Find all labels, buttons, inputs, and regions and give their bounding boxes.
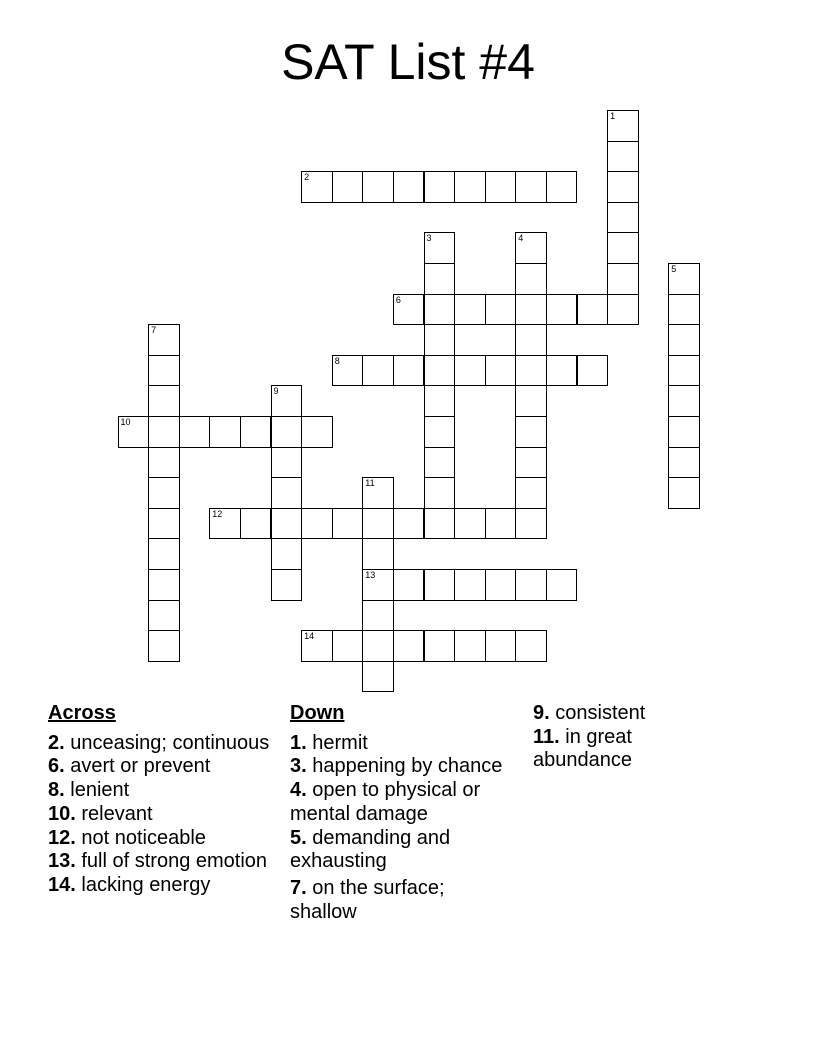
grid-cell[interactable] — [424, 171, 456, 203]
grid-cell[interactable] — [393, 171, 425, 203]
grid-cell[interactable] — [362, 477, 394, 509]
across-clues — [48, 702, 278, 898]
grid-cell[interactable] — [454, 569, 486, 601]
grid-cell[interactable] — [148, 630, 180, 662]
grid-cell[interactable] — [515, 447, 547, 479]
cell-number: 6 — [395, 294, 401, 305]
grid-cell[interactable] — [271, 477, 303, 509]
across-clue-10: 10. relevant — [48, 802, 153, 825]
cell-number: 13 — [365, 570, 376, 580]
cell-number: 12 — [212, 508, 223, 519]
grid-cell[interactable] — [515, 630, 547, 662]
down-clue-1: 1. hermit — [290, 731, 368, 754]
grid-cell[interactable] — [485, 294, 517, 326]
grid-cell[interactable] — [148, 385, 180, 417]
grid-cell[interactable] — [362, 508, 394, 540]
cell-number: 14 — [304, 631, 315, 642]
down-clues — [290, 702, 510, 924]
grid-cell[interactable] — [485, 630, 517, 662]
grid-cell[interactable] — [332, 355, 364, 387]
grid-cell[interactable] — [118, 416, 150, 448]
grid-cell[interactable] — [362, 569, 394, 601]
grid-cell[interactable] — [607, 171, 639, 203]
grid-cell[interactable] — [271, 508, 303, 540]
cell-number: 11 — [365, 478, 375, 489]
grid-cell[interactable] — [209, 416, 241, 448]
grid-cell[interactable] — [271, 538, 303, 570]
grid-cell[interactable] — [424, 263, 456, 295]
grid-cell[interactable] — [179, 416, 211, 448]
grid-cell[interactable] — [577, 294, 609, 326]
cell-number: 3 — [426, 233, 432, 244]
grid-cell[interactable] — [332, 508, 364, 540]
grid-cell[interactable] — [332, 171, 364, 203]
grid-cell[interactable] — [393, 294, 425, 326]
across-clue-14: 14. lacking energy — [48, 873, 211, 896]
across-clue-6: 6. avert or prevent — [48, 755, 211, 778]
grid-cell[interactable] — [607, 110, 639, 142]
grid-cell[interactable] — [148, 600, 180, 632]
grid-cell[interactable] — [148, 538, 180, 570]
grid-cell[interactable] — [546, 355, 578, 387]
grid-cell[interactable] — [424, 569, 456, 601]
grid-cell[interactable] — [546, 171, 578, 203]
grid-cell[interactable] — [607, 294, 639, 326]
grid-cell[interactable] — [148, 324, 180, 356]
grid-cell[interactable] — [485, 569, 517, 601]
grid-cell[interactable] — [240, 508, 272, 540]
down-clue-11: 11. in great abundance — [533, 725, 632, 772]
grid-cell[interactable] — [148, 477, 180, 509]
grid-cell[interactable] — [668, 355, 700, 387]
cell-number: 8 — [334, 355, 340, 366]
grid-cell[interactable] — [148, 569, 180, 601]
grid-cell[interactable] — [515, 508, 547, 540]
grid-cell[interactable] — [668, 324, 700, 356]
cell-number: 7 — [151, 325, 157, 336]
grid-cell[interactable] — [393, 508, 425, 540]
grid-cell[interactable] — [454, 630, 486, 662]
across-clue-8: 8. lenient — [48, 779, 130, 802]
grid-cell[interactable] — [607, 263, 639, 295]
cell-number: 10 — [120, 417, 131, 427]
grid-cell[interactable] — [209, 508, 241, 540]
grid-cell[interactable] — [424, 355, 456, 387]
down-clue-5: 5. demanding and exhausting — [290, 826, 451, 873]
grid-cell[interactable] — [271, 569, 303, 601]
grid-cell[interactable] — [424, 477, 456, 509]
grid-cell[interactable] — [271, 416, 303, 448]
down-clue-3: 3. happening by chance — [290, 755, 503, 778]
grid-cell[interactable] — [393, 569, 425, 601]
grid-cell[interactable] — [424, 508, 456, 540]
grid-cell[interactable] — [301, 171, 333, 203]
grid-cell[interactable] — [148, 416, 180, 448]
cell-number: 5 — [671, 264, 677, 274]
grid-cell[interactable] — [515, 171, 547, 203]
grid-cell[interactable] — [424, 416, 456, 448]
grid-cell[interactable] — [301, 508, 333, 540]
grid-cell[interactable] — [515, 477, 547, 509]
grid-cell[interactable] — [454, 508, 486, 540]
grid-cell[interactable] — [668, 447, 700, 479]
grid-cell[interactable] — [515, 294, 547, 326]
grid-cell[interactable] — [454, 355, 486, 387]
grid-cell[interactable] — [424, 294, 456, 326]
across-clue-2: 2. unceasing; continuous — [48, 731, 270, 754]
down-clue-7: 7. on the surface; shallow — [290, 876, 445, 923]
grid-cell[interactable] — [362, 355, 394, 387]
down-clues-continued — [533, 702, 733, 773]
grid-cell[interactable] — [515, 324, 547, 356]
puzzle-title: SAT List #4 — [281, 34, 535, 90]
grid-cell[interactable] — [362, 661, 394, 693]
grid-cell[interactable] — [668, 263, 700, 295]
grid-cell[interactable] — [607, 232, 639, 264]
grid-cell[interactable] — [668, 416, 700, 448]
grid-cell[interactable] — [393, 355, 425, 387]
grid-cell[interactable] — [546, 569, 578, 601]
grid-cell[interactable] — [515, 385, 547, 417]
down-clue-9: 9. consistent — [533, 702, 646, 724]
grid-cell[interactable] — [332, 630, 364, 662]
grid-cell[interactable] — [577, 355, 609, 387]
cell-number: 4 — [518, 233, 524, 244]
grid-cell[interactable] — [668, 294, 700, 326]
grid-cell[interactable] — [668, 477, 700, 509]
grid-cell[interactable] — [424, 232, 456, 264]
grid-cell[interactable] — [454, 294, 486, 326]
grid-cell[interactable] — [362, 600, 394, 632]
cell-number: 9 — [273, 386, 279, 397]
grid-cell[interactable] — [148, 447, 180, 479]
grid-cell[interactable] — [424, 630, 456, 662]
grid-cell[interactable] — [271, 447, 303, 479]
grid-cell[interactable] — [393, 630, 425, 662]
grid-cell[interactable] — [515, 232, 547, 264]
grid-cell[interactable] — [607, 141, 639, 173]
grid-cell[interactable] — [546, 294, 578, 326]
grid-cell[interactable] — [485, 508, 517, 540]
grid-cell[interactable] — [515, 263, 547, 295]
across-clue-12: 12. not noticeable — [48, 826, 206, 849]
grid-cell[interactable] — [454, 171, 486, 203]
grid-cell[interactable] — [424, 385, 456, 417]
cell-number: 2 — [304, 172, 310, 183]
across-clue-13: 13. full of strong emotion — [48, 850, 268, 873]
grid-cell[interactable] — [515, 569, 547, 601]
grid-cell[interactable] — [301, 416, 333, 448]
grid-cell[interactable] — [362, 171, 394, 203]
down-clue-4: 4. open to physical or mental damage — [290, 779, 481, 825]
grid-cell[interactable] — [485, 171, 517, 203]
grid-cell[interactable] — [362, 538, 394, 570]
down-heading: Down — [290, 702, 345, 724]
grid-cell[interactable] — [240, 416, 272, 448]
grid-cell[interactable] — [515, 355, 547, 387]
grid-cell[interactable] — [424, 447, 456, 479]
grid-cell[interactable] — [668, 385, 700, 417]
grid-cell[interactable] — [485, 355, 517, 387]
grid-cell[interactable] — [362, 630, 394, 662]
cell-number: 1 — [610, 111, 616, 121]
across-heading: Across — [48, 702, 116, 724]
grid-cell[interactable] — [271, 385, 303, 417]
grid-cell[interactable] — [424, 324, 456, 356]
grid-cell[interactable] — [301, 630, 333, 662]
grid-cell[interactable] — [148, 508, 180, 540]
grid-cell[interactable] — [148, 355, 180, 387]
grid-cell[interactable] — [515, 416, 547, 448]
grid-cell[interactable] — [607, 202, 639, 234]
